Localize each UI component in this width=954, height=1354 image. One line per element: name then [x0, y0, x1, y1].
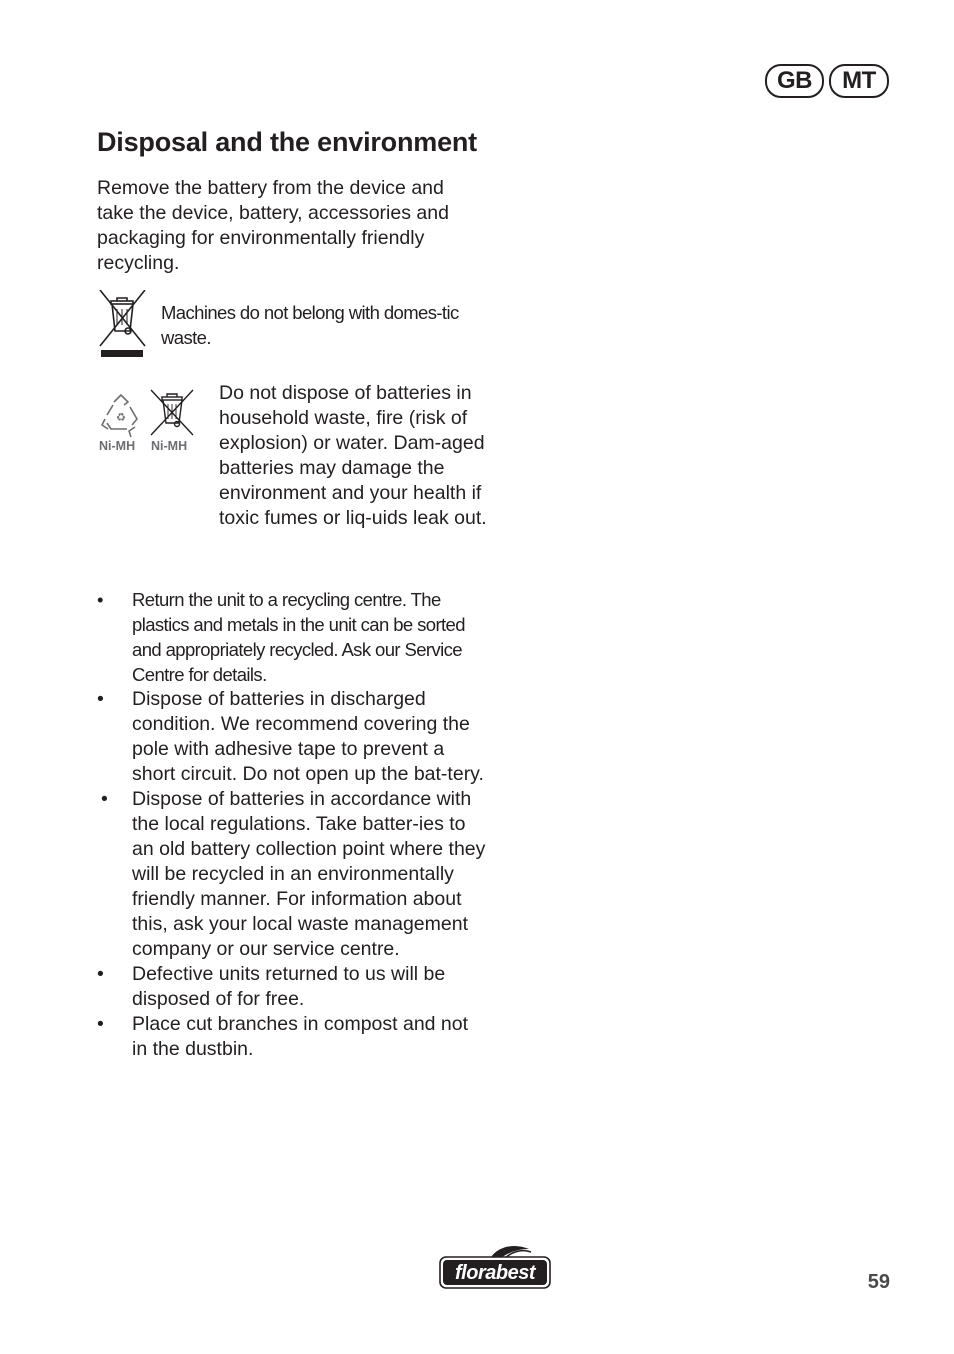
- bullet-icon: •: [97, 1013, 104, 1035]
- battery-notice: [97, 381, 487, 566]
- florabest-logo: [439, 1244, 551, 1290]
- bullet-icon: •: [101, 788, 108, 810]
- crossed-out-wheelie-bin-icon: [97, 290, 147, 358]
- logo-text: florabest: [455, 1262, 535, 1284]
- list-item-text: Return the unit to a recycling centre. The plastics and metals in the unit can be sorted and appropriately recycled. Ask our Service Centre for details.: [132, 589, 465, 685]
- bullet-icon: •: [97, 963, 104, 985]
- bullet-icon: •: [97, 688, 104, 710]
- list-item: [97, 587, 487, 687]
- battery-notice-text: Do not dispose of batteries in household waste, fire (risk of explosion) or water. Dam-aged batteries may damage the environment and your health if toxic fumes or liq-uids leak out.: [219, 382, 487, 529]
- disposal-instructions-list: [97, 587, 487, 1062]
- weee-notice: [97, 290, 487, 360]
- svg-text:♻: ♻: [116, 411, 126, 424]
- list-item: [97, 687, 487, 787]
- battery-symbols: [99, 389, 197, 455]
- list-item-text: Defective units returned to us will be disposed of for free.: [132, 963, 446, 1010]
- main-content: [97, 126, 487, 1062]
- intro-paragraph: Remove the battery from the device and take the device, battery, accessories and packaging for environmentally friendly recycling.: [97, 177, 449, 274]
- list-item-text: Dispose of batteries in accordance with the local regulations. Take batter-ies to an old battery collection point where they will be recycled in an environmentally friendly manner. For information about this, ask your local waste management company or our service centre.: [132, 788, 486, 960]
- list-item: [97, 962, 487, 1012]
- language-badges: [765, 64, 889, 98]
- language-badge-gb: GB: [765, 64, 824, 98]
- bullet-icon: •: [97, 589, 103, 610]
- weee-notice-text: Machines do not belong with domes-tic waste.: [161, 302, 459, 348]
- recycling-symbol-icon: [99, 393, 145, 441]
- list-item-text: Place cut branches in compost and not in the dustbin.: [132, 1013, 469, 1060]
- list-item-text: Dispose of batteries in discharged condition. We recommend covering the pole with adhesive tape to prevent a short circuit. Do not open up the bat-tery.: [132, 688, 484, 785]
- page-title: Disposal and the environment: [97, 127, 477, 157]
- battery-label-bin: Ni-MH: [151, 439, 188, 453]
- list-item: [97, 1012, 487, 1062]
- battery-label-recycle: Ni-MH: [99, 439, 136, 453]
- list-item: [97, 787, 487, 962]
- language-badge-mt: MT: [829, 64, 889, 98]
- crossed-out-wheelie-bin-icon: [149, 389, 195, 437]
- page-number: 59: [867, 1271, 890, 1293]
